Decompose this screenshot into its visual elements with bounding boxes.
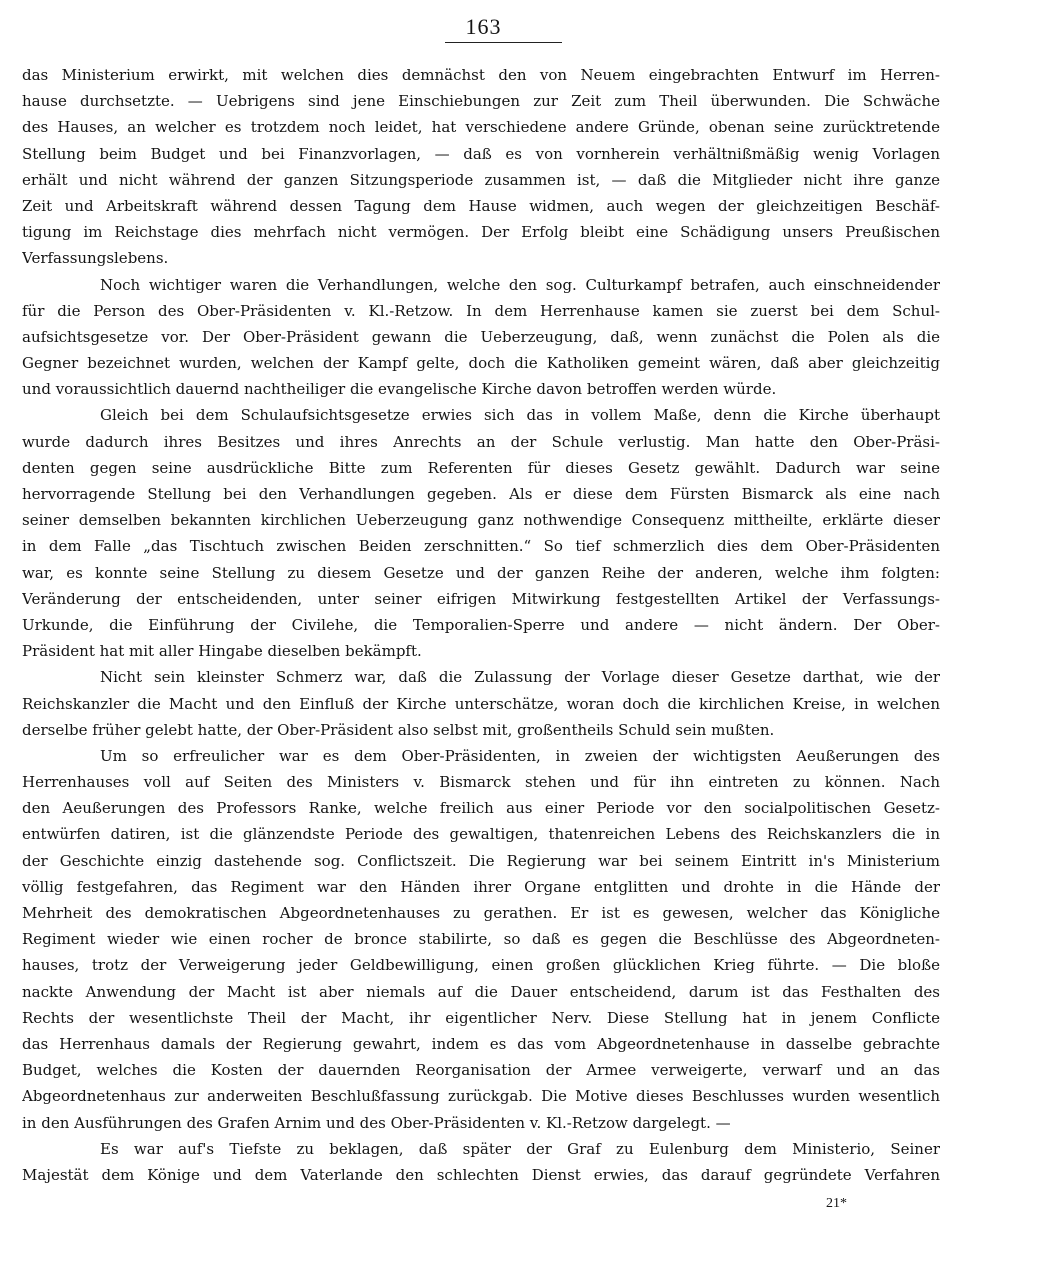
text-line: für die Person des Ober-Präsidenten v. Kl.-Retzow. In dem Herrenhause kamen sie zuerst bei dem Schul- — [22, 301, 940, 320]
text-line: Mehrheit des demokratischen Abgeordnetenhauses zu gerathen. Er ist es gewesen, welcher das Königliche — [22, 904, 940, 922]
text-line: völlig festgefahren, das Regiment war den Händen ihrer Organe entglitten und drohte in die Hände der — [22, 877, 940, 896]
text-line: und voraussichtlich dauernd nachtheiliger die evangelische Kirche davon betroffen werden würde. — [22, 380, 777, 399]
text-line: in den Ausführungen des Grafen Arnim und des Ober-Präsidenten v. Kl.-Retzow dargelegt. — — [22, 1113, 731, 1132]
page-number: 163 — [465, 14, 502, 39]
text-line: Noch wichtiger waren die Verhandlungen, welche den sog. Culturkampf betrafen, auch einschneidender — [100, 275, 940, 294]
text-line: Reichskanzler die Macht und den Einfluß der Kirche unterschätze, woran doch die kirchlichen Kreise, in welchen — [22, 694, 940, 713]
text-line: hervorragende Stellung bei den Verhandlungen gegeben. Als er diese dem Fürsten Bismarck als eine nach — [22, 485, 940, 503]
text-line: hauses, trotz der Verweigerung jeder Geldbewilligung, einen großen glücklichen Krieg führte. — Die bloße — [22, 956, 940, 975]
text-line: in dem Falle „das Tischtuch zwischen Beiden zerschnitten.“ So tief schmerzlich dies dem Ober-Präsidenten — [22, 537, 940, 556]
text-line: Majestät dem Könige und dem Vaterlande den schlechten Dienst erwies, das darauf gegründete Verfahren — [22, 1165, 940, 1184]
text-line: entwürfen datiren, ist die glänzendste Periode des gewaltigen, thatenreichen Lebens des Reichskanzlers die in — [22, 825, 940, 844]
text-line: Rechts der wesentlichste Theil der Macht, ihr eigentlicher Nerv. Diese Stellung hat in jenem Conflicte — [22, 1008, 940, 1027]
text-line: Gleich bei dem Schulaufsichtsgesetze erwies sich das in vollem Maße, denn die Kirche überhaupt — [100, 406, 940, 425]
text-line: nackte Anwendung der Macht ist aber niemals auf die Dauer entscheidend, darum ist das Festhalten des — [22, 982, 940, 1001]
text-line: wurde dadurch ihres Besitzes und ihres Anrechts an der Schule verlustig. Man hatte den Ober-Präsi- — [22, 432, 940, 451]
text-line: derselbe früher gelebt hatte, der Ober-Präsident also selbst mit, großentheils Schuld sein mußten. — [22, 720, 775, 739]
printer-signature: 21* — [826, 1196, 847, 1211]
text-line: Abgeordnetenhaus zur anderweiten Beschlußfassung zurückgab. Die Motive dieses Beschlusses wurden wesentlich — [22, 1087, 940, 1106]
text-line: seiner demselben bekannten kirchlichen Ueberzeugung ganz nothwendige Consequenz mittheilte, erklärte dieser — [22, 511, 940, 530]
text-line: Gegner bezeichnet wurden, welchen der Kampf gelte, doch die Katholiken gemeint wären, daß aber gleichzeitig — [22, 354, 940, 373]
text-line: Es war auf's Tiefste zu beklagen, daß später der Graf zu Eulenburg dem Ministerio, Seiner — [100, 1139, 940, 1158]
text-line: denten gegen seine ausdrückliche Bitte zum Referenten für dieses Gesetz gewählt. Dadurch war seine — [22, 458, 940, 477]
text-line: das Ministerium erwirkt, mit welchen dies demnächst den von Neuem eingebrachten Entwurf im Herren- — [22, 66, 940, 84]
text-line: hause durchsetzte. — Uebrigens sind jene Einschiebungen zur Zeit zum Theil überwunden. Die Schwäche — [22, 92, 940, 111]
text-line: den Aeußerungen des Professors Ranke, welche freilich aus einer Periode vor den socialpolitischen Gesetz- — [22, 799, 940, 818]
text-line: Stellung beim Budget und bei Finanzvorlagen, — daß es von vornherein verhältnißmäßig wenig Vorlagen — [22, 144, 940, 163]
text-line: des Hauses, an welcher es trotzdem noch leidet, hat verschiedene andere Gründe, obenan seine zurücktretende — [22, 118, 940, 137]
text-line: das Herrenhaus damals der Regierung gewahrt, indem es das vom Abgeordnetenhause in dasselbe gebrachte — [22, 1034, 940, 1053]
text-line: Regiment wieder wie einen rocher de bronce stabilirte, so daß es gegen die Beschlüsse des Abgeordneten- — [22, 930, 940, 949]
text-line: Herrenhauses voll auf Seiten des Ministers v. Bismarck stehen und für ihn eintreten zu können. Nach — [22, 773, 940, 792]
text-line: tigung im Reichstage dies mehrfach nicht vermögen. Der Erfolg bleibt eine Schädigung unsers Preußischen — [22, 223, 940, 242]
text-line: Veränderung der entscheidenden, unter seiner eifrigen Mitwirkung festgestellten Artikel der Verfassungs- — [22, 589, 940, 608]
text-line: Zeit und Arbeitskraft während dessen Tagung dem Hause widmen, auch wegen der gleichzeitigen Beschäf- — [22, 196, 940, 215]
text-line: Präsident hat mit aller Hingabe dieselben bekämpft. — [22, 642, 422, 661]
text-line: Urkunde, die Einführung der Civilehe, die Temporalien-Sperre und andere — nicht ändern. Der Ober- — [22, 615, 940, 634]
text-line: Nicht sein kleinster Schmerz war, daß die Zulassung der Vorlage dieser Gesetze darthat, wie der — [100, 668, 940, 687]
body-text — [22, 62, 940, 1188]
text-line: Verfassungslebens. — [22, 249, 169, 268]
text-line: Budget, welches die Kosten der dauernden Reorganisation der Armee verweigerte, verwarf und an das — [22, 1061, 940, 1080]
text-line: erhält und nicht während der ganzen Sitzungsperiode zusammen ist, — daß die Mitglieder nicht ihre ganze — [22, 170, 940, 189]
text-line: war, es konnte seine Stellung zu diesem Gesetze und der ganzen Reihe der anderen, welche ihm folgten: — [22, 563, 940, 582]
text-line: Um so erfreulicher war es dem Ober-Präsidenten, in zweien der wichtigsten Aeußerungen des — [100, 746, 940, 765]
text-line: aufsichtsgesetze vor. Der Ober-Präsident gewann die Ueberzeugung, daß, wenn zunächst die Polen als die — [22, 327, 940, 346]
text-line: der Geschichte einzig dastehende sog. Conflictszeit. Die Regierung war bei seinem Eintritt in's Ministerium — [22, 851, 940, 870]
header-rule — [445, 42, 562, 43]
